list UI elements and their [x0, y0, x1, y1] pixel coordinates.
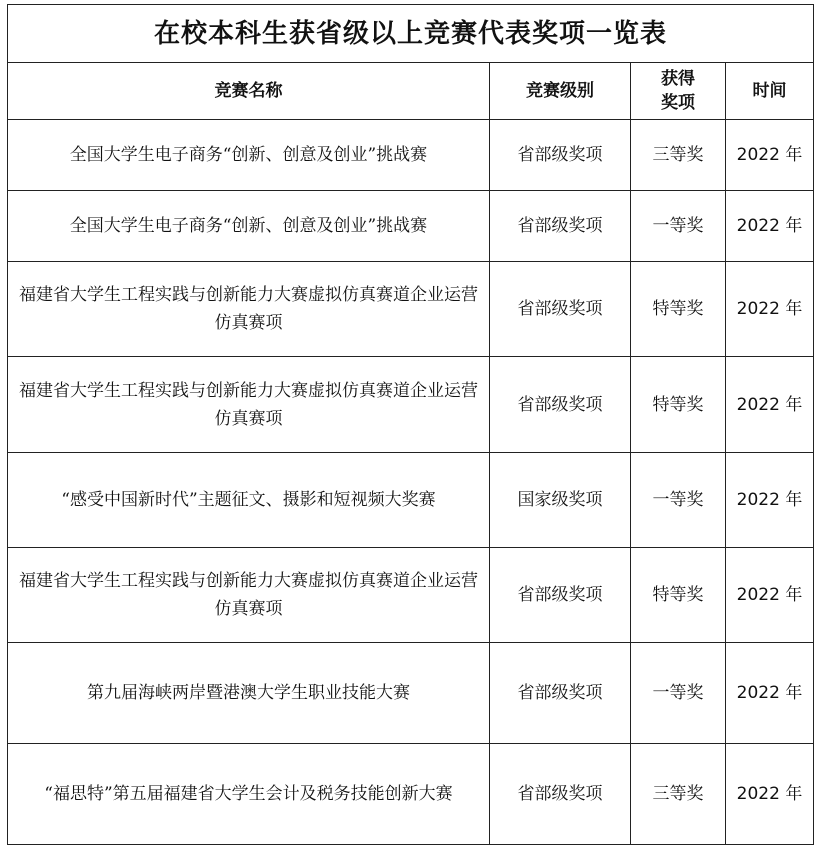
time-cell: 2022 年: [726, 120, 814, 191]
competition-name-cell: 第九届海峡两岸暨港澳大学生职业技能大赛: [8, 643, 490, 744]
award-cell: 一等奖: [631, 643, 726, 744]
competition-name-cell: “感受中国新时代”主题征文、摄影和短视频大奖赛: [8, 453, 490, 548]
table-title: 在校本科生获省级以上竞赛代表奖项一览表: [8, 5, 814, 63]
competition-level-cell: 省部级奖项: [490, 357, 631, 453]
award-cell: 三等奖: [631, 120, 726, 191]
table-row: [8, 357, 814, 453]
competition-name-cell: “福思特”第五届福建省大学生会计及税务技能创新大赛: [8, 744, 490, 845]
award-cell: 一等奖: [631, 191, 726, 262]
competition-level-cell: 省部级奖项: [490, 120, 631, 191]
header-award-line2: 奖项: [661, 93, 695, 113]
competition-name-cell: 福建省大学生工程实践与创新能力大赛虚拟仿真赛道企业运营仿真赛项: [8, 262, 490, 357]
awards-document: [7, 4, 813, 845]
table-row: [8, 548, 814, 643]
header-award: [631, 63, 726, 120]
award-cell: 特等奖: [631, 548, 726, 643]
competition-level-cell: 省部级奖项: [490, 548, 631, 643]
table-row: [8, 262, 814, 357]
award-cell: 三等奖: [631, 744, 726, 845]
awards-table: [7, 4, 814, 845]
award-cell: 特等奖: [631, 357, 726, 453]
time-cell: 2022 年: [726, 191, 814, 262]
award-cell: 一等奖: [631, 453, 726, 548]
header-award-line1: 获得: [661, 69, 695, 89]
header-competition-name: 竞赛名称: [8, 63, 490, 120]
time-cell: 2022 年: [726, 357, 814, 453]
competition-level-cell: 国家级奖项: [490, 453, 631, 548]
table-row: [8, 120, 814, 191]
header-row: [8, 63, 814, 120]
title-row: [8, 5, 814, 63]
table-row: [8, 744, 814, 845]
competition-name-cell: 福建省大学生工程实践与创新能力大赛虚拟仿真赛道企业运营仿真赛项: [8, 357, 490, 453]
time-cell: 2022 年: [726, 643, 814, 744]
competition-level-cell: 省部级奖项: [490, 262, 631, 357]
table-row: [8, 643, 814, 744]
competition-name-cell: 全国大学生电子商务“创新、创意及创业”挑战赛: [8, 191, 490, 262]
competition-name-cell: 福建省大学生工程实践与创新能力大赛虚拟仿真赛道企业运营仿真赛项: [8, 548, 490, 643]
time-cell: 2022 年: [726, 453, 814, 548]
table-row: [8, 453, 814, 548]
header-time: 时间: [726, 63, 814, 120]
time-cell: 2022 年: [726, 744, 814, 845]
time-cell: 2022 年: [726, 262, 814, 357]
time-cell: 2022 年: [726, 548, 814, 643]
header-competition-level: 竞赛级别: [490, 63, 631, 120]
competition-name-cell: 全国大学生电子商务“创新、创意及创业”挑战赛: [8, 120, 490, 191]
competition-level-cell: 省部级奖项: [490, 744, 631, 845]
award-cell: 特等奖: [631, 262, 726, 357]
competition-level-cell: 省部级奖项: [490, 643, 631, 744]
table-row: [8, 191, 814, 262]
competition-level-cell: 省部级奖项: [490, 191, 631, 262]
